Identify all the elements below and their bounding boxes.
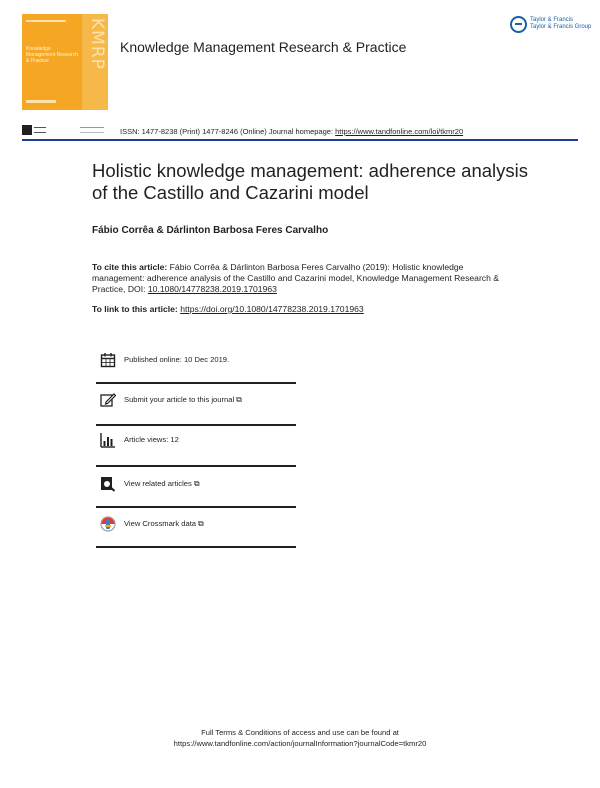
published-online-label: Published online: 10 Dec 2019. — [124, 355, 230, 364]
article-title: Holistic knowledge management: adherence analysis of the Castillo and Cazarini model — [92, 160, 529, 203]
related-articles-row[interactable] — [96, 476, 296, 514]
external-link-icon: ⧉ — [236, 395, 242, 404]
external-link-icon: ⧉ — [198, 519, 204, 528]
published-online-row — [96, 352, 296, 390]
journal-title[interactable]: Knowledge Management Research & Practice — [120, 39, 407, 55]
article-views-label: Article views: 12 — [124, 435, 179, 444]
crossmark-row[interactable] — [96, 516, 296, 554]
row-divider — [96, 424, 296, 426]
row-divider — [96, 382, 296, 384]
citation-block — [92, 262, 512, 295]
cover-decoration — [26, 20, 66, 22]
publisher-logo-line: Taylor & Francis Group — [530, 24, 592, 30]
bar-chart-icon — [100, 432, 116, 448]
row-divider — [96, 465, 296, 467]
terms-link[interactable]: https://www.tandfonline.com/action/journalInformation?journalCode=tkmr20 — [173, 739, 427, 748]
header-divider — [22, 139, 578, 141]
publisher-logo[interactable] — [510, 15, 590, 35]
issn-text: ISSN: 1477-8238 (Print) 1477-8246 (Online) Journal homepage: — [120, 127, 336, 136]
publisher-logo-line: Taylor & Francis — [530, 17, 574, 23]
row-divider — [96, 506, 296, 508]
repository-logo — [22, 125, 46, 135]
citation-text: Fábio Corrêa & Dárlinton Barbosa Feres Carvalho (2019): Holistic knowledge management: adherence analysis of the Castillo and Cazarini model, Knowledge Management Research & Practice, DOI: — [92, 262, 500, 294]
journal-homepage-link[interactable]: https://www.tandfonline.com/loi/tkmr20 — [335, 127, 464, 136]
citation-label: To cite this article: — [92, 262, 168, 272]
calendar-icon — [100, 352, 116, 368]
terms-text: Full Terms & Conditions of access and use can be found at — [201, 728, 399, 737]
terms-footer — [0, 727, 600, 749]
article-authors: Fábio Corrêa & Dárlinton Barbosa Feres Carvalho — [92, 225, 329, 236]
publisher-logo-icon — [510, 16, 527, 33]
publisher-logo-text — [530, 17, 591, 31]
doi-link[interactable]: 10.1080/14778238.2019.1701963 — [147, 284, 277, 294]
partner-logo — [80, 127, 104, 133]
search-document-icon — [100, 476, 116, 492]
edit-icon — [100, 392, 116, 408]
article-link-line — [92, 304, 364, 314]
cover-text: Knowledge Management Research & Practice — [26, 46, 78, 64]
journal-cover-image — [22, 14, 108, 110]
submit-article-link[interactable]: Submit your article to this journal — [124, 395, 235, 404]
issn-line — [120, 127, 463, 136]
cover-decoration — [26, 100, 56, 103]
article-link-url[interactable]: https://doi.org/10.1080/14778238.2019.1701963 — [180, 304, 364, 314]
row-divider — [96, 546, 296, 548]
cover-code: KMRP — [87, 18, 107, 70]
article-link-label: To link to this article: — [92, 304, 181, 314]
related-articles-link[interactable]: View related articles — [124, 479, 192, 488]
external-link-icon: ⧉ — [193, 479, 200, 488]
crossmark-icon — [100, 516, 116, 532]
crossmark-link[interactable]: View Crossmark data — [124, 519, 197, 528]
